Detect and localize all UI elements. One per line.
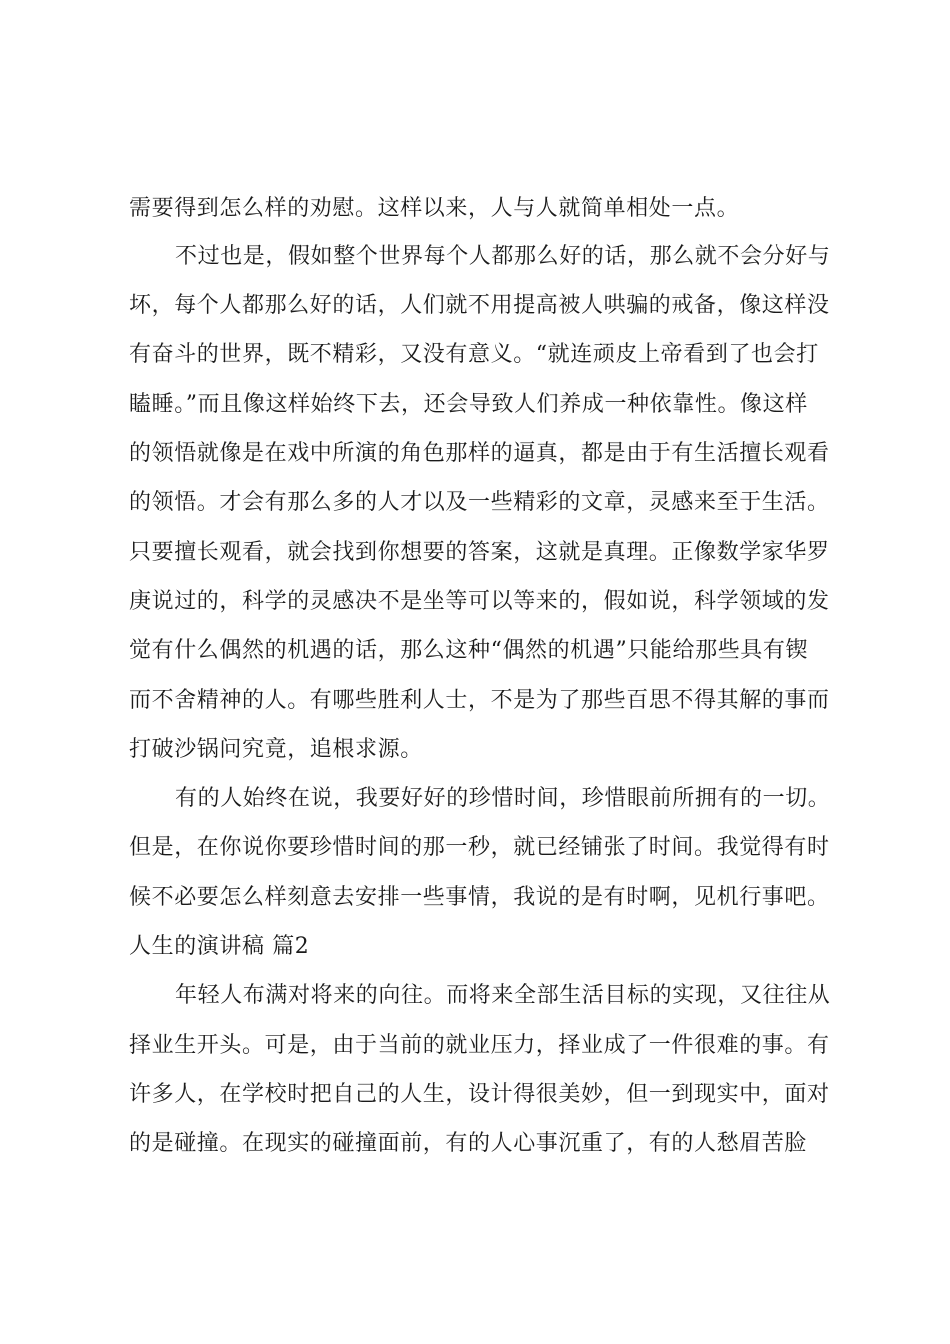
text-line: 觉有什么偶然的机遇的话，那么这种“偶然的机遇”只能给那些具有锲 <box>129 638 809 663</box>
paragraph-start-line: 年轻人布满对将来的向往。而将来全部生活目标的实现，又往往从 <box>175 983 831 1008</box>
text-line: 候不必要怎么样刻意去安排一些事情，我说的是有时啊，见机行事吧。 <box>129 885 830 910</box>
text-line: 的领悟。才会有那么多的人才以及一些精彩的文章，灵感来至于生活。 <box>129 490 830 515</box>
text-line: 坏，每个人都那么好的话，人们就不用提高被人哄骗的戒备，像这样没 <box>129 293 830 318</box>
paragraph-start-line: 有的人始终在说，我要好好的珍惜时间，珍惜眼前所拥有的一切。 <box>175 786 831 811</box>
text-line: 只要擅长观看，就会找到你想要的答案，这就是真理。正像数学家华罗 <box>129 540 830 565</box>
paragraph-start-line: 不过也是，假如整个世界每个人都那么好的话，那么就不会分好与 <box>175 244 831 269</box>
text-line: 但是，在你说你要珍惜时间的那一秒，就已经铺张了时间。我觉得有时 <box>129 835 830 860</box>
text-line: 的是碰撞。在现实的碰撞面前，有的人心事沉重了，有的人愁眉苦脸 <box>129 1131 808 1156</box>
text-line: 有奋斗的世界，既不精彩，又没有意义。“就连顽皮上帝看到了也会打 <box>129 342 819 367</box>
text-line: 需要得到怎么样的劝慰。这样以来，人与人就简单相处一点。 <box>129 196 740 221</box>
text-line: 择业生开头。可是，由于当前的就业压力，择业成了一件很难的事。有 <box>129 1033 830 1058</box>
text-line: 而不舍精神的人。有哪些胜利人士，不是为了那些百思不得其解的事而 <box>129 688 830 713</box>
text-line: 许多人，在学校时把自己的人生，设计得很美妙，但一到现实中，面对 <box>129 1082 830 1107</box>
text-line: 庚说过的，科学的灵感决不是坐等可以等来的，假如说，科学领域的发 <box>129 589 830 614</box>
text-line: 打破沙锅问究竟，追根求源。 <box>129 737 423 762</box>
text-line: 瞌睡。”而且像这样始终下去，还会导致人们养成一种依靠性。像这样 <box>129 392 808 417</box>
section-heading: 人生的演讲稿 篇2 <box>129 934 310 959</box>
text-line: 的领悟就像是在戏中所演的角色那样的逼真，都是由于有生活擅长观看 <box>129 441 830 466</box>
